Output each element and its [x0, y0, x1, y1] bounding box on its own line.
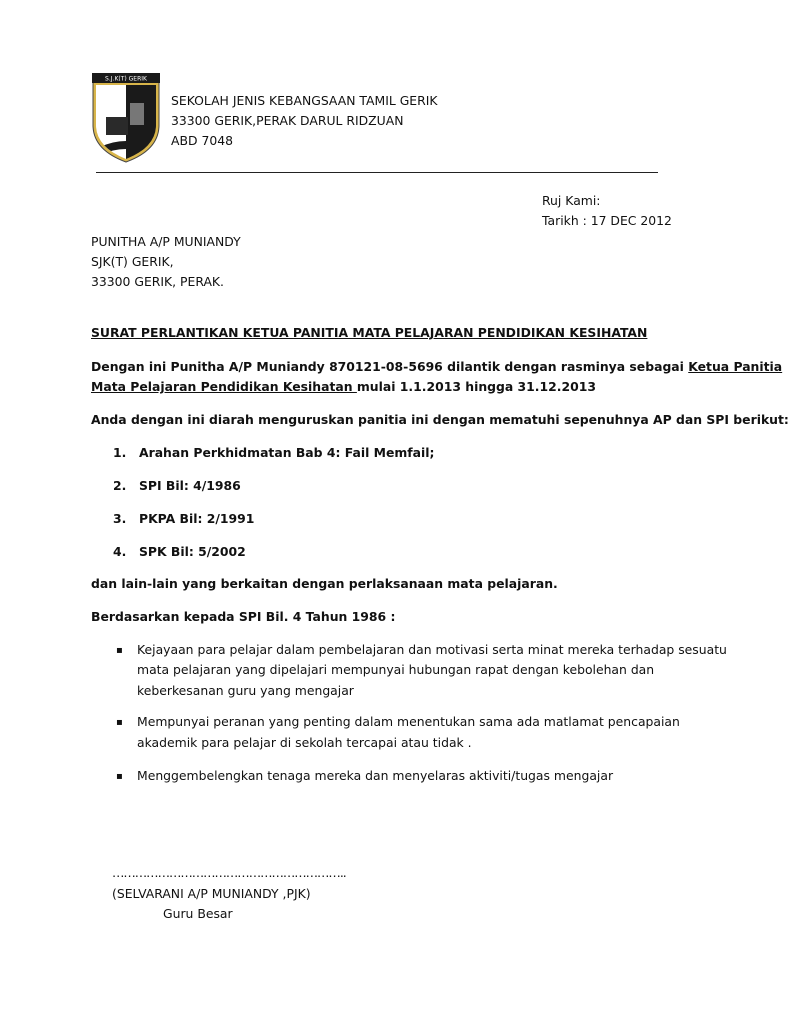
list-item: PKPA Bil: 2/1991 — [139, 511, 255, 526]
paragraph-reference: Berdasarkan kepada SPI Bil. 4 Tahun 1986 : — [91, 609, 396, 624]
recipient-address: 33300 GERIK, PERAK. — [91, 274, 224, 289]
bullet-text: Kejayaan para pelajar dalam pembelajaran dan motivasi serta minat mereka terhadap sesuatu — [137, 642, 727, 657]
bullet-text: keberkesanan guru yang mengajar — [137, 683, 354, 698]
signatory-name: (SELVARANI A/P MUNIANDY ,PJK) — [112, 886, 311, 901]
appointment-period: mulai 1.1.2013 hingga 31.12.2013 — [356, 379, 596, 394]
appointment-text: Dengan ini Punitha A/P Muniandy 870121-08-5696 dilantik dengan rasminya sebagai — [91, 359, 689, 374]
school-name: SEKOLAH JENIS KEBANGSAAN TAMIL GERIK — [171, 93, 438, 108]
paragraph-other: dan lain-lain yang berkaitan dengan perlaksanaan mata pelajaran. — [91, 576, 558, 591]
bullet-icon: ▪ — [116, 771, 123, 782]
bullet-text: akademik para pelajar di sekolah tercapai atau tidak . — [137, 735, 472, 750]
recipient-school: SJK(T) GERIK, — [91, 254, 174, 269]
school-address: 33300 GERIK,PERAK DARUL RIDZUAN — [171, 113, 404, 128]
list-number: 4. — [113, 544, 127, 559]
list-number: 2. — [113, 478, 127, 493]
bullet-text: Mempunyai peranan yang penting dalam menentukan sama ada matlamat pencapaian — [137, 714, 680, 729]
list-number: 3. — [113, 511, 127, 526]
recipient-name: PUNITHA A/P MUNIANDY — [91, 234, 241, 249]
signature-line: …………………………………………………….. — [112, 865, 346, 880]
header-divider — [96, 172, 658, 173]
list-item: Arahan Perkhidmatan Bab 4: Fail Memfail; — [139, 445, 435, 460]
reference-label: Ruj Kami: — [542, 193, 601, 208]
school-code: ABD 7048 — [171, 133, 233, 148]
bullet-text: Menggembelengkan tenaga mereka dan menyelaras aktiviti/tugas mengajar — [137, 768, 614, 783]
crest-banner-text: S.J.K(T) GERIK — [105, 75, 147, 83]
bullet-icon: ▪ — [116, 717, 123, 728]
paragraph-appointment-line1 — [91, 360, 782, 375]
list-item: SPI Bil: 4/1986 — [139, 478, 241, 493]
appointment-role: Ketua Panitia — [688, 359, 783, 374]
paragraph-appointment-line2 — [91, 380, 596, 395]
letter-date: Tarikh : 17 DEC 2012 — [542, 213, 672, 228]
list-number: 1. — [113, 445, 127, 460]
list-item: SPK Bil: 5/2002 — [139, 544, 246, 559]
paragraph-instructions: Anda dengan ini diarah menguruskan panitia ini dengan mematuhi sepenuhnya AP dan SPI berikut: — [91, 412, 789, 427]
appointment-role-cont: Mata Pelajaran Pendidikan Kesihatan — [91, 379, 357, 394]
bullet-icon: ▪ — [116, 645, 123, 656]
signatory-title: Guru Besar — [163, 906, 233, 921]
letter-subject: SURAT PERLANTIKAN KETUA PANITIA MATA PELAJARAN PENDIDIKAN KESIHATAN — [91, 325, 648, 340]
bullet-text: mata pelajaran yang dipelajari mempunyai hubungan rapat dengan kebolehan dan — [137, 662, 655, 677]
school-crest-icon — [90, 73, 162, 161]
